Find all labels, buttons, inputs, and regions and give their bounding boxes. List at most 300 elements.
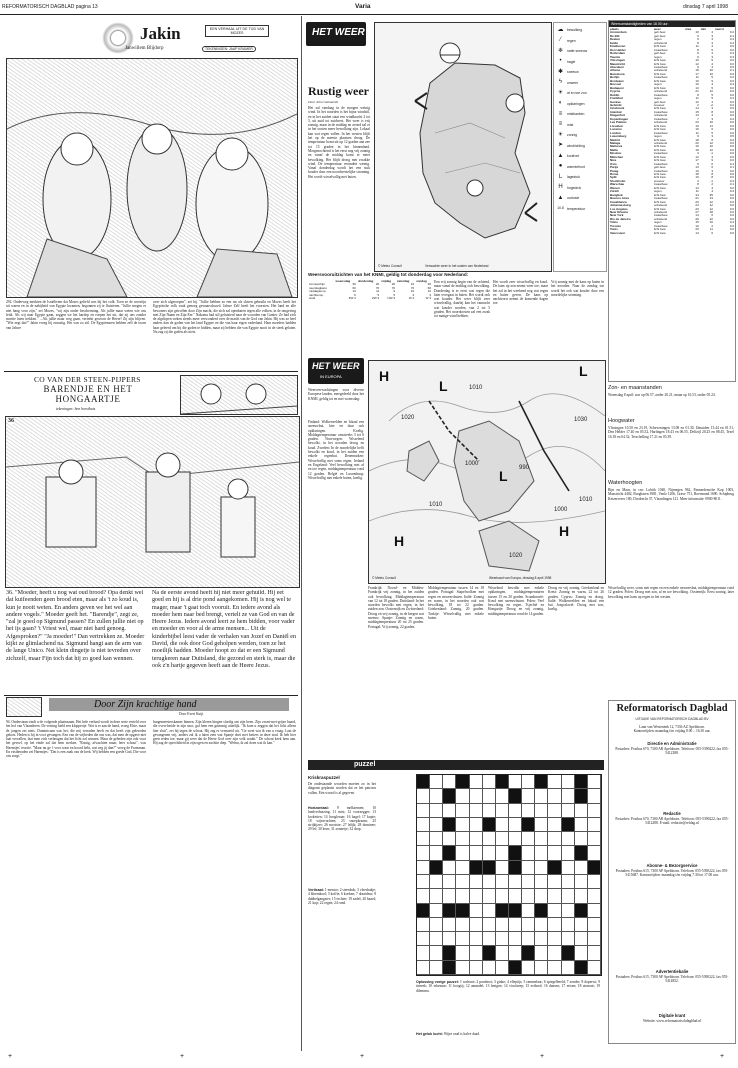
city-cell: Kopenhagen <box>610 117 629 121</box>
crossword-cell[interactable] <box>548 918 561 932</box>
legend-symbol-icon: H <box>558 184 563 191</box>
crossword-cell[interactable] <box>417 889 430 903</box>
crossword-cell[interactable] <box>522 846 535 860</box>
crossword-cell[interactable] <box>443 875 456 889</box>
city-cell: Lissabon <box>610 124 624 128</box>
city-cell: Istanbul <box>610 110 622 114</box>
crossword-cell[interactable] <box>548 832 561 846</box>
crossword-block <box>548 861 561 875</box>
city-cell: 13 <box>695 114 699 118</box>
city-cell: 8 <box>697 183 699 187</box>
crossword-cell[interactable] <box>575 861 588 875</box>
crossword-cell[interactable] <box>535 946 548 960</box>
city-cell: 18 <box>695 69 699 73</box>
city-cell: zwaarbew. <box>653 224 669 228</box>
jakin-text-col2: over zich afgeroepen", zei hij. "Jullie hebben zo een ras als slaven gebruikt en Mozes heeft het Egyptische volk vaak genoeg gewaarschuwd. Jahwe Zelf heeft het voorzien. Het land en alle bewoners zijn getroffen door Zijn macht, die zich zal openbaren tegen alle volken, in de omgeving met Zijn Naam en Zijn Eer." Nakoma had stil geluisterd naar de woorden van Gonier. Ze had zich de afgelopen weken steeds meer verwonderd over de macht van de God van Jakin. Hij was zo heel anders dan de goden van het land Egypte en die van haar eigen vaderland. Haar moeders hadden haar geleerd om bij die goden te bidden, maar zij hebben die van Egypte nooit in de steek gelaten. Nu zag zij die goden als niets. <box>153 300 296 335</box>
rd-dir-text: Postadres: Postbus 670, 7300 AR Apeldoorn. Telefoon: 055-5390222, fax 055-5412288. <box>615 747 729 756</box>
crossword-cell[interactable] <box>535 932 548 946</box>
crossword-cell[interactable] <box>548 904 561 918</box>
crossword-cell[interactable] <box>522 889 535 903</box>
crossword-cell[interactable] <box>535 789 548 803</box>
crossword-cell[interactable] <box>417 818 430 832</box>
outlook-cell: 30 <box>427 283 431 287</box>
city-cell: 10 <box>709 145 713 149</box>
crossword-cell[interactable] <box>509 875 522 889</box>
crossword-cell[interactable] <box>562 789 575 803</box>
city-cell: 0.0 <box>729 217 734 221</box>
crossword-cell[interactable] <box>575 889 588 903</box>
city-cell: 27 <box>695 211 699 215</box>
city-cell: Maastricht <box>610 62 626 66</box>
crossword-cell[interactable] <box>562 904 575 918</box>
horizontal-heading: Horizontaal: <box>308 806 329 810</box>
crossword-cell[interactable] <box>483 918 496 932</box>
crossword-cell[interactable] <box>575 804 588 818</box>
city-cell: licht bew. <box>653 228 667 232</box>
city-cell: 2 <box>711 183 713 187</box>
crossword-cell[interactable] <box>430 804 443 818</box>
crossword-cell[interactable] <box>470 889 483 903</box>
crossword-cell[interactable] <box>430 904 443 918</box>
crossword-cell[interactable] <box>522 789 535 803</box>
crossword-cell[interactable] <box>548 804 561 818</box>
barendje-text-col1: 36. "Moeder, heeft u nog wat oud brood? Opa denkt wel dat kuifeenden geen brood eten, maar als 't zo koud is, kun je nooit weten. En anders geven we het wel aan andere vogels." Moeder geeft het. "Barendje", zegt ze, "zal je goed op Sigmund passen? En zullen jullie niet op het ijs gaan? 't Vriest wel, maar niet hard genoeg. Afgesproken?" "Ja moeder!" Dan vertrekken ze. Moeder kijkt ze glimlachend na. Sigmund hangt aan de arm van de lange Unico. Net klein dingetje is niet tevreden over zichzelf, maar Fijn toch dat hij zo goed kan wennen. <box>6 590 145 662</box>
crossword-cell[interactable] <box>575 875 588 889</box>
city-cell: zwaarbew. <box>653 48 669 52</box>
city-cell: 0.0 <box>729 228 734 232</box>
city-cell: 25 <box>709 193 713 197</box>
city-cell: 0.0 <box>729 231 734 235</box>
crossword-cell[interactable] <box>562 832 575 846</box>
crossword-cell[interactable] <box>456 832 469 846</box>
crossword-cell[interactable] <box>496 832 509 846</box>
crossword-cell[interactable] <box>430 818 443 832</box>
crossword-block <box>509 861 522 875</box>
crossword-cell[interactable] <box>548 818 561 832</box>
crossword-cell[interactable] <box>417 875 430 889</box>
city-cell: zwaarbew. <box>653 197 669 201</box>
city-cell: Berlijn <box>610 76 620 80</box>
europe-map <box>368 360 606 584</box>
crossword-cell[interactable] <box>417 789 430 803</box>
crossword-cell[interactable] <box>456 804 469 818</box>
crossword-cell[interactable] <box>588 818 601 832</box>
city-cell: 11 <box>695 45 699 49</box>
crossword-block <box>496 775 509 789</box>
crossword-cell[interactable] <box>509 818 522 832</box>
city-cell: 2 <box>711 224 713 228</box>
isobar-label: 1030 <box>574 417 588 423</box>
crossword-cell[interactable] <box>588 961 601 975</box>
jakin-drawing <box>7 59 297 297</box>
city-cell: 14 <box>695 107 699 111</box>
city-weather-panel <box>608 20 736 382</box>
crossword-cell[interactable] <box>522 918 535 932</box>
crossword-cell[interactable] <box>509 918 522 932</box>
crossword-cell[interactable] <box>470 846 483 860</box>
crossword-cell[interactable] <box>535 961 548 975</box>
city-cell: Rotterdam <box>610 52 626 56</box>
outlook-header-cell: zaterdag <box>397 280 410 283</box>
legend-symbol-icon: ➤ <box>557 142 564 149</box>
city-cell: 0.0 <box>729 211 734 215</box>
crossword-cell[interactable] <box>456 889 469 903</box>
crossword-cell[interactable] <box>548 889 561 903</box>
city-cell: Praag <box>610 169 619 173</box>
crossword-cell[interactable] <box>417 832 430 846</box>
crossword-cell[interactable] <box>575 832 588 846</box>
crossword-cell[interactable] <box>456 875 469 889</box>
crossword-cell[interactable] <box>522 875 535 889</box>
barendje-episode: 36 <box>8 418 14 424</box>
city-cell: 16 <box>695 128 699 132</box>
jakin-author: Janwillem Blijdorp <box>125 46 164 51</box>
crossword-cell[interactable] <box>562 861 575 875</box>
city-cell: 8 <box>697 48 699 52</box>
city-cell: 0.0 <box>729 176 734 180</box>
crossword-cell[interactable] <box>588 932 601 946</box>
crossword-cell[interactable] <box>470 775 483 789</box>
crossword-cell[interactable] <box>509 804 522 818</box>
crossword-cell[interactable] <box>430 961 443 975</box>
jakin-text-col1: 292. Onderweg merkten de Israëlieten dat Mozes geliefd was bij het volk. Toen ze de woestijn uit waren en in de nabijheid van Egypte kwamen, begonnen zij te fluisteren. "Jullie mogen er niet bang voor zijn," zei Mozes, "wij zijn onder bescherming. Als jullie maar weten wie ons leidt. Als wij naar Egypte gaan, zeggen we het hardop en roepen het uit, dat zij ons zonder moeite laten trekken." ...Als jullie maar weg gaan, vertrekt gewoon de Heere! Zij zijn blijven. "Wie zegt dat?" Jakin vroeg hij onrustig. Het was zo stil. De Egyptenaren hebben zelf de toorn van Jahwe <box>6 300 146 330</box>
crossword-cell[interactable] <box>522 932 535 946</box>
crossword-cell[interactable] <box>443 889 456 903</box>
crossword-cell[interactable] <box>483 875 496 889</box>
crossword-cell[interactable] <box>496 889 509 903</box>
hoogwater-title: Hoogwater <box>608 418 635 424</box>
crossword-cell[interactable] <box>535 804 548 818</box>
crossword-cell[interactable] <box>496 789 509 803</box>
city-cell: licht bew. <box>653 59 667 63</box>
crossword-cell[interactable] <box>548 946 561 960</box>
crossword-cell[interactable] <box>470 875 483 889</box>
crossword-cell[interactable] <box>470 789 483 803</box>
city-cell: 19 <box>695 145 699 149</box>
city-cell: 0.0 <box>729 59 734 63</box>
city-cell: 4 <box>711 31 713 35</box>
city-cell: Budapest <box>610 86 624 90</box>
waterhoogten-box <box>608 480 734 584</box>
crossword-cell[interactable] <box>522 804 535 818</box>
crossword-cell[interactable] <box>562 804 575 818</box>
city-cell: 0.0 <box>729 121 734 125</box>
kracht-text-col1: 94. Onderstaan vindt u de volgende plaatsnaam. Het hele verhaal wordt in deze serie verteld over het hof van Vlaanderen. De vesting hield een kloppertje. Wat is er aan de hand, vroeg Elsie, maar de jongen zei niets. Dominicaan was het, die mij verraden heeft en dat heeft zijn geleerden gekost. Heden is hij in voor gevangen. Een van de vrijheden die ons was, dat men de opgave niet laat vervallen, laat men zich verheugen dat het licht zal winnen. Maar de gebeden zijn ook voor het gevoel, op het einde zal dat hem sterken. "Rustig, afwachten maar, heer schout", was Haemtjes' reactie. "Maar nu ge 't voor waar en hoord hebt, wat zeg jij dan?" vroeg de Fransman. En vastberaden zei Haemtjes: "Dat is een zaak van de kerk. Wij hebben een goede God, Die voor ons zorgt." <box>6 720 146 759</box>
crossword-cell[interactable] <box>456 861 469 875</box>
outlook-cell: 5 <box>393 293 396 297</box>
city-header-cell: max <box>685 28 692 31</box>
crossword-cell[interactable] <box>535 918 548 932</box>
crossword-cell[interactable] <box>496 804 509 818</box>
crossword-cell[interactable] <box>430 775 443 789</box>
crossword-cell[interactable] <box>430 846 443 860</box>
crossword-cell[interactable] <box>562 875 575 889</box>
crossword-cell[interactable] <box>417 961 430 975</box>
crossword-cell[interactable] <box>548 961 561 975</box>
city-cell: Los Angeles <box>610 207 628 211</box>
city-cell: licht bew. <box>653 159 667 163</box>
crossword-cell[interactable] <box>575 918 588 932</box>
city-cell: 9 <box>697 38 699 42</box>
outlook-cell: 70 <box>391 286 396 290</box>
city-cell: 15 <box>695 110 699 114</box>
crossword-cell[interactable] <box>456 918 469 932</box>
crossword-cell[interactable] <box>588 775 601 789</box>
outlook-cell: 30 <box>352 283 356 287</box>
legend-item <box>556 193 604 204</box>
crossword-cell[interactable] <box>456 789 469 803</box>
crossword-cell[interactable] <box>588 904 601 918</box>
crossword-cell[interactable] <box>522 775 535 789</box>
city-cell: onbekend <box>653 217 668 221</box>
outlook-cell: zonneschijn <box>309 283 325 287</box>
city-cell: onbekend <box>653 121 668 125</box>
city-cell: Bangkok <box>610 193 623 197</box>
city-cell: 12 <box>709 148 713 152</box>
city-cell: 0.0 <box>729 62 734 66</box>
outlook-header-cell: donderdag <box>357 280 374 283</box>
crossword-cell[interactable] <box>443 861 456 875</box>
legend-label: opklaringen <box>567 101 585 106</box>
high-pressure-label: H <box>394 533 405 549</box>
legend-item <box>556 172 604 183</box>
crossword-cell[interactable] <box>535 861 548 875</box>
crossword-cell[interactable] <box>470 804 483 818</box>
crossword-block <box>443 961 456 975</box>
legend-symbol-icon: ☁ <box>557 26 564 33</box>
europe-text-col4: Wisselend bewolkt met enkele opklaringen, middagtemperaturen tussen 15 en 20 graden. Scandinavië: Koud met sneeuwbuien. Polen: Veel bewolking en regen. Tsjechië en Hongarije: Droog en vrij zonnig, middagtemperatuur rond de 14 graden. <box>488 586 544 616</box>
crossword-cell[interactable] <box>443 932 456 946</box>
city-cell: 11 <box>695 131 699 135</box>
crossword-cell[interactable] <box>535 818 548 832</box>
crossword-cell[interactable] <box>548 846 561 860</box>
city-cell: 0.0 <box>729 93 734 97</box>
crossword-cell[interactable] <box>535 832 548 846</box>
crossword-cell[interactable] <box>562 775 575 789</box>
crossword-cell[interactable] <box>562 918 575 932</box>
city-cell: licht bew. <box>653 186 667 190</box>
crossword-cell[interactable] <box>509 832 522 846</box>
crossword-cell[interactable] <box>575 818 588 832</box>
weather-map-credit: © Meteo Consult <box>378 264 402 269</box>
crossword-cell[interactable] <box>483 789 496 803</box>
crossword-cell[interactable] <box>496 846 509 860</box>
crossword-cell[interactable] <box>483 932 496 946</box>
crossword-cell[interactable] <box>443 918 456 932</box>
outlook-table <box>308 280 432 301</box>
city-cell: 0.1 <box>729 183 734 187</box>
crossword-cell[interactable] <box>588 804 601 818</box>
city-cell: 29 <box>695 217 699 221</box>
city-cell: regen <box>653 190 662 194</box>
kruis-text: De ondestaande woorden moeten zo in het diagram geplaatst worden dat ze het patroon vullen. Eén woord is al gegeven. <box>308 782 376 795</box>
crossword-cell[interactable] <box>417 804 430 818</box>
legend-symbol-icon: • <box>559 58 562 65</box>
crossword-cell[interactable] <box>443 804 456 818</box>
city-cell: 6 <box>711 214 713 218</box>
crossword-cell[interactable] <box>417 946 430 960</box>
city-cell: 0.0 <box>729 45 734 49</box>
city-cell: 9 <box>697 55 699 59</box>
outlook-cell: wind <box>309 297 316 301</box>
crossword-cell[interactable] <box>456 846 469 860</box>
crossword-cell[interactable] <box>496 818 509 832</box>
city-cell: 0.0 <box>729 173 734 177</box>
europe-logo <box>308 358 364 384</box>
crossword-cell[interactable] <box>417 932 430 946</box>
crossword-cell[interactable] <box>443 775 456 789</box>
city-cell: Innsbruck <box>610 107 625 111</box>
crossword-cell[interactable] <box>509 932 522 946</box>
crossword-cell[interactable] <box>588 789 601 803</box>
weather-byline: Door John Geimaerdt <box>308 100 338 104</box>
city-cell: 21 <box>695 197 699 201</box>
crossword-cell[interactable] <box>417 918 430 932</box>
crossword-cell[interactable] <box>522 961 535 975</box>
crossword-cell[interactable] <box>496 918 509 932</box>
legend-label: warmtefront <box>567 164 585 169</box>
crossword-cell[interactable] <box>470 918 483 932</box>
crossword-cell[interactable] <box>430 889 443 903</box>
crossword-cell[interactable] <box>562 961 575 975</box>
crossword-cell[interactable] <box>562 889 575 903</box>
outlook-header-cell: vrijdag <box>381 280 392 283</box>
kracht-title: Door Zijn krachtige hand <box>94 699 197 710</box>
crossword-cell[interactable] <box>430 946 443 960</box>
crossword-cell[interactable] <box>470 818 483 832</box>
city-cell: 0.2 <box>729 76 734 80</box>
crossword-cell[interactable] <box>483 904 496 918</box>
city-cell: Wenen <box>610 186 620 190</box>
crossword-cell[interactable] <box>430 875 443 889</box>
city-cell: licht bew. <box>653 107 667 111</box>
crossword-cell[interactable] <box>496 861 509 875</box>
crossword-cell[interactable] <box>588 832 601 846</box>
weather-text: Het zal vandaag in de morgen weinig wind. In het noorden is het bijna windstil, en in het zuiden staat een windkracht 2 tot 3, uit zuid tot zuidwest. Het weer is vrij zonnig, maar in de middag en avond zal er in het oosten meer bewolking zijn. Lokaal kan wat regen vallen. In het westen blijft het op de meeste plaatsen droog. De temperatuur komt uit op 12 graden aan zee tot 15 graden in het binnenland. Morgenochtend is het eerst nog vrij zonnig en vanaf de middag komt er meer bewolking. Het blijft droog met zwakke wind. De temperatuur verandert weinig. Vanaf donderdag wordt het een stuk kouder door een noordwestelijke stroming. Het wordt wisselvallig met buien. <box>308 106 370 179</box>
crossword-cell[interactable] <box>496 932 509 946</box>
crossword-cell[interactable] <box>483 889 496 903</box>
city-cell: 5 <box>711 86 713 90</box>
crossword-cell[interactable] <box>470 946 483 960</box>
city-cell: 19 <box>695 124 699 128</box>
crossword-cell[interactable] <box>522 904 535 918</box>
crossword-cell[interactable] <box>483 961 496 975</box>
crossword-cell[interactable] <box>522 832 535 846</box>
city-cell: 4 <box>711 190 713 194</box>
barendje-vignette <box>180 375 298 415</box>
crossword-block <box>430 861 443 875</box>
crossword-cell[interactable] <box>483 775 496 789</box>
crossword-cell[interactable] <box>456 818 469 832</box>
city-cell: 8 <box>711 110 713 114</box>
crossword-cell[interactable] <box>496 946 509 960</box>
crossword-cell[interactable] <box>456 932 469 946</box>
city-cell: 3 <box>711 117 713 121</box>
city-cell: 16 <box>695 79 699 83</box>
city-cell: 12 <box>695 100 699 104</box>
legend-item <box>556 141 604 152</box>
crossword-cell[interactable] <box>588 846 601 860</box>
crossword-cell[interactable] <box>483 846 496 860</box>
legend-item <box>556 57 604 68</box>
crossword-cell[interactable] <box>562 846 575 860</box>
outlook-cell: 20 <box>375 283 380 287</box>
city-cell: Vancouver <box>610 231 626 235</box>
city-cell: 3 <box>711 55 713 59</box>
crossword-cell[interactable] <box>417 861 430 875</box>
crossword-cell[interactable] <box>470 961 483 975</box>
crossword-cell[interactable] <box>496 875 509 889</box>
city-cell: New York <box>610 214 624 218</box>
crossword-cell[interactable] <box>443 832 456 846</box>
weather-map-nl <box>374 22 552 272</box>
crossword-cell[interactable] <box>575 946 588 960</box>
crossword-cell[interactable] <box>535 889 548 903</box>
crossword-block <box>417 775 430 789</box>
city-cell: 13 <box>695 231 699 235</box>
crossword-cell[interactable] <box>588 918 601 932</box>
crossword-cell[interactable] <box>470 904 483 918</box>
crossword-cell[interactable] <box>470 832 483 846</box>
crossword-cell[interactable] <box>509 946 522 960</box>
city-cell: 0.2 <box>729 117 734 121</box>
crossword-cell[interactable] <box>470 932 483 946</box>
outlook-cell: 11 <box>376 290 380 294</box>
outlook-cell: neerslagkans <box>309 286 327 290</box>
crossword-cell[interactable] <box>535 875 548 889</box>
crossword-cell[interactable] <box>509 775 522 789</box>
crossword-cell[interactable] <box>430 932 443 946</box>
crossword-cell[interactable] <box>430 918 443 932</box>
rd-adv-text: Postadres: Postbus 615, 7300 AP Apeldoorn. Telefoon: 055-5390222, fax 055-5414852. <box>615 975 729 984</box>
legend-item <box>556 183 604 194</box>
crossword-cell[interactable] <box>430 789 443 803</box>
city-cell: 0.0 <box>729 110 734 114</box>
crossword-cell[interactable] <box>509 889 522 903</box>
crossword-cell[interactable] <box>535 846 548 860</box>
crossword-cell[interactable] <box>417 846 430 860</box>
jakin-title: Jakin <box>140 24 181 43</box>
legend-symbol-icon: ≡ <box>558 121 563 128</box>
crossword-cell[interactable] <box>483 832 496 846</box>
crossword-cell[interactable] <box>496 961 509 975</box>
crossword-cell[interactable] <box>588 889 601 903</box>
crossword-cell[interactable] <box>483 804 496 818</box>
crossword-cell[interactable] <box>548 875 561 889</box>
legend-item <box>556 46 604 57</box>
legend-label: mist <box>567 122 574 127</box>
crossword-cell[interactable] <box>575 932 588 946</box>
crossword-cell[interactable] <box>562 932 575 946</box>
crossword-cell[interactable] <box>548 789 561 803</box>
legend-item <box>556 151 604 162</box>
crossword-cell[interactable] <box>430 832 443 846</box>
crossword-grid[interactable] <box>416 774 602 976</box>
outlook-row <box>308 297 432 300</box>
legend-symbol-icon: ✱ <box>557 68 564 75</box>
city-cell: 0.1 <box>729 69 734 73</box>
crossword-cell[interactable] <box>588 946 601 960</box>
low-pressure-label: L <box>439 378 448 394</box>
crossword-block <box>522 818 535 832</box>
crossword-cell[interactable] <box>456 961 469 975</box>
crossword-cell[interactable] <box>522 861 535 875</box>
crossword-cell[interactable] <box>456 946 469 960</box>
isobar-label: 1020 <box>401 415 415 421</box>
crossword-cell[interactable] <box>548 775 561 789</box>
crossword-cell[interactable] <box>548 932 561 946</box>
crossword-cell[interactable] <box>588 875 601 889</box>
